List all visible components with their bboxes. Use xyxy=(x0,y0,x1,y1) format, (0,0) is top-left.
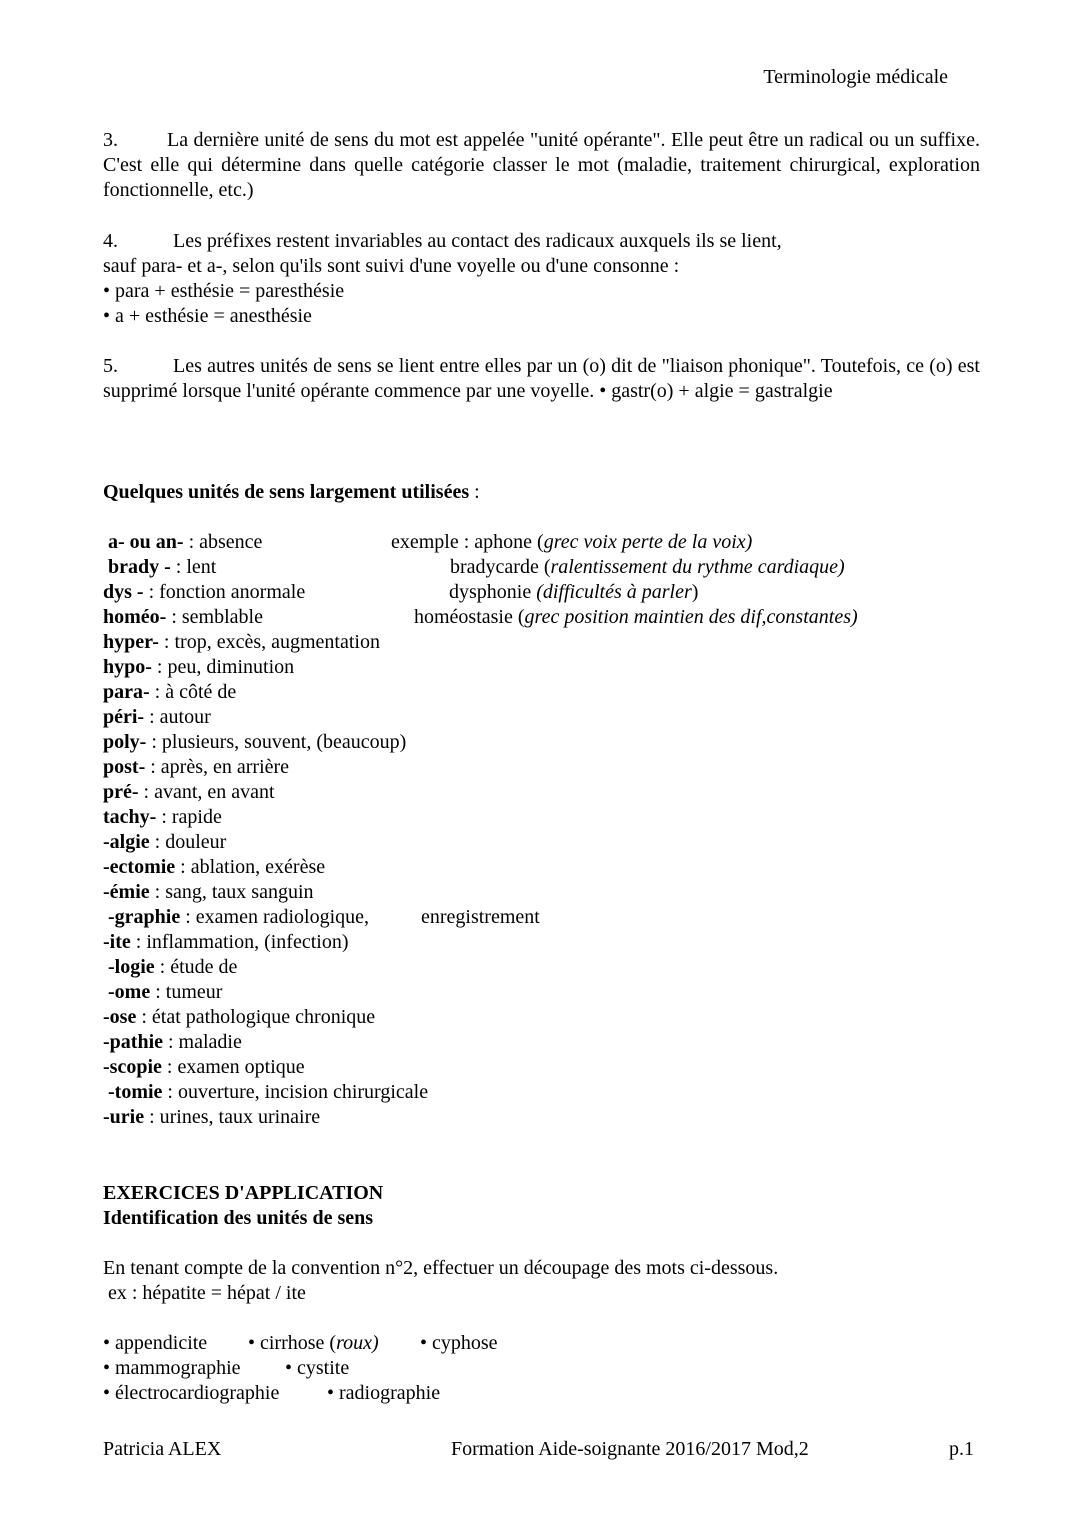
unit-term: -logie xyxy=(108,956,155,978)
unit-item xyxy=(108,1080,428,1105)
unit-term: -scopie xyxy=(103,1056,162,1078)
unit-def: : douleur xyxy=(149,831,227,853)
exercises-subtitle: Identification des unités de sens xyxy=(103,1207,374,1229)
exercise-word: • mammographie xyxy=(103,1357,241,1379)
unit-item xyxy=(103,880,314,905)
unit-term: hypo- xyxy=(103,656,152,678)
unit-def: : ouverture, incision chirurgicale xyxy=(162,1081,429,1103)
unit-term: pré- xyxy=(103,781,139,803)
unit-term: hyper- xyxy=(103,631,159,653)
unit-def: : lent xyxy=(170,556,217,578)
unit-def: : plusieurs, souvent, (beaucoup) xyxy=(146,731,407,753)
unit-item xyxy=(103,1030,242,1055)
unit-term: post- xyxy=(103,756,146,778)
unit-def: : état pathologique chronique xyxy=(136,1006,376,1028)
unit-item xyxy=(103,680,236,705)
rule-4-bullet: • a + esthésie = anesthésie xyxy=(103,305,312,327)
unit-term: -tomie xyxy=(108,1081,163,1103)
rule-text: Les préfixes restent invariables au contact des radicaux auxquels ils se lient, xyxy=(173,230,782,252)
unit-term: -pathie xyxy=(103,1031,163,1053)
unit-term: -urie xyxy=(103,1106,145,1128)
unit-item xyxy=(103,730,406,755)
rule-4-continuation: sauf para- et a-, selon qu'ils sont suivi d'une voyelle ou d'une consonne : xyxy=(103,255,680,277)
unit-term: tachy- xyxy=(103,806,157,828)
unit-def: : rapide xyxy=(156,806,222,828)
unit-item xyxy=(108,905,369,930)
unit-example: homéostasie (grec position maintien des dif,constantes) xyxy=(414,606,858,628)
exercise-word: • cirrhose (roux) xyxy=(248,1332,379,1354)
unit-def: : fonction anormale xyxy=(143,581,306,603)
exercise-word: • cyphose xyxy=(420,1332,498,1354)
exercise-word: • électrocardiographie xyxy=(103,1382,280,1404)
exercise-word: • radiographie xyxy=(327,1382,441,1404)
page-header-title: Terminologie médicale xyxy=(763,66,948,88)
unit-item xyxy=(103,1005,375,1030)
unit-def: : après, en arrière xyxy=(145,756,290,778)
unit-item xyxy=(103,830,226,855)
unit-term: para- xyxy=(103,681,150,703)
unit-term: -émie xyxy=(103,881,150,903)
unit-item xyxy=(103,630,380,655)
unit-item xyxy=(108,980,222,1005)
unit-item xyxy=(103,1055,305,1080)
unit-def: : à côté de xyxy=(149,681,237,703)
unit-def: : tumeur xyxy=(150,981,223,1003)
unit-term: -ome xyxy=(108,981,151,1003)
rule-number: 4. xyxy=(103,230,118,252)
rule-5 xyxy=(103,354,980,404)
unit-def: : semblable xyxy=(166,606,263,628)
unit-item xyxy=(103,655,294,680)
exercise-word: • appendicite xyxy=(103,1332,208,1354)
unit-item xyxy=(108,530,262,555)
unit-term: -algie xyxy=(103,831,150,853)
unit-def: : trop, excès, augmentation xyxy=(158,631,380,653)
unit-def: : sang, taux sanguin xyxy=(149,881,314,903)
unit-example: dysphonie (difficultés à parler) xyxy=(449,581,699,603)
unit-term: -ose xyxy=(103,1006,137,1028)
unit-item xyxy=(103,605,263,630)
exercises-example: ex : hépatite = hépat / ite xyxy=(108,1282,306,1304)
unit-def: : urines, taux urinaire xyxy=(144,1106,321,1128)
unit-item xyxy=(103,705,211,730)
rule-3 xyxy=(103,128,980,203)
footer-page-number: p.1 xyxy=(949,1438,974,1460)
footer-course: Formation Aide-soignante 2016/2017 Mod,2 xyxy=(451,1438,809,1460)
unit-item xyxy=(108,955,237,980)
unit-term: brady - xyxy=(108,556,171,578)
unit-term: homéo- xyxy=(103,606,167,628)
unit-term: péri- xyxy=(103,706,145,728)
unit-def: : peu, diminution xyxy=(151,656,295,678)
unit-term: dys - xyxy=(103,581,144,603)
unit-def: : avant, en avant xyxy=(138,781,275,803)
rule-number: 5. xyxy=(103,355,118,377)
unit-def: : examen optique xyxy=(161,1056,305,1078)
unit-item xyxy=(103,855,325,880)
unit-def: : étude de xyxy=(154,956,238,978)
unit-def: : examen radiologique, xyxy=(180,906,370,928)
footer-author: Patricia ALEX xyxy=(103,1438,222,1460)
unit-item xyxy=(103,580,305,605)
unit-term: poly- xyxy=(103,731,147,753)
unit-example: bradycarde (ralentissement du rythme cardiaque) xyxy=(450,556,845,578)
units-heading-text: Quelques unités de sens largement utilisées xyxy=(103,481,470,503)
unit-item xyxy=(103,930,348,955)
rule-number: 3. xyxy=(103,129,118,151)
rule-4-bullet: • para + esthésie = paresthésie xyxy=(103,280,345,302)
exercise-word: • cystite xyxy=(285,1357,350,1379)
rule-text: La dernière unité de sens du mot est appelée "unité opérante". Elle peut être un radical ou un suffixe. C'est elle qui détermine dans quelle catégorie classer le mot (maladie, traitement chirurgical, exploration fonctionnelle, etc.) xyxy=(103,129,980,201)
unit-item xyxy=(103,805,222,830)
units-heading: Quelques unités de sens largement utilisées : xyxy=(103,481,480,503)
unit-term: -graphie xyxy=(108,906,181,928)
unit-term: -ectomie xyxy=(103,856,176,878)
exercises-instruction: En tenant compte de la convention n°2, effectuer un découpage des mots ci-dessous. xyxy=(103,1257,779,1279)
unit-term: a- ou an- xyxy=(108,531,184,553)
unit-def: : autour xyxy=(144,706,211,728)
unit-item xyxy=(103,1105,320,1130)
unit-item xyxy=(103,780,275,805)
unit-extra: enregistrement xyxy=(421,906,540,928)
unit-item xyxy=(108,555,216,580)
exercises-title: EXERCICES D'APPLICATION xyxy=(103,1182,384,1204)
unit-def: : absence xyxy=(183,531,263,553)
rule-4 xyxy=(103,229,782,254)
unit-def: : ablation, exérèse xyxy=(175,856,326,878)
unit-item xyxy=(103,755,289,780)
unit-example: exemple : aphone (grec voix perte de la voix) xyxy=(391,531,753,553)
unit-def: : inflammation, (infection) xyxy=(130,931,349,953)
unit-term: -ite xyxy=(103,931,131,953)
rule-text: Les autres unités de sens se lient entre elles par un (o) dit de "liaison phonique". Toutefois, ce (o) est supprimé lorsque l'unité opérante commence par une voyelle. • gastr(o) + algie = gastralgie xyxy=(103,355,980,402)
unit-def: : maladie xyxy=(163,1031,242,1053)
